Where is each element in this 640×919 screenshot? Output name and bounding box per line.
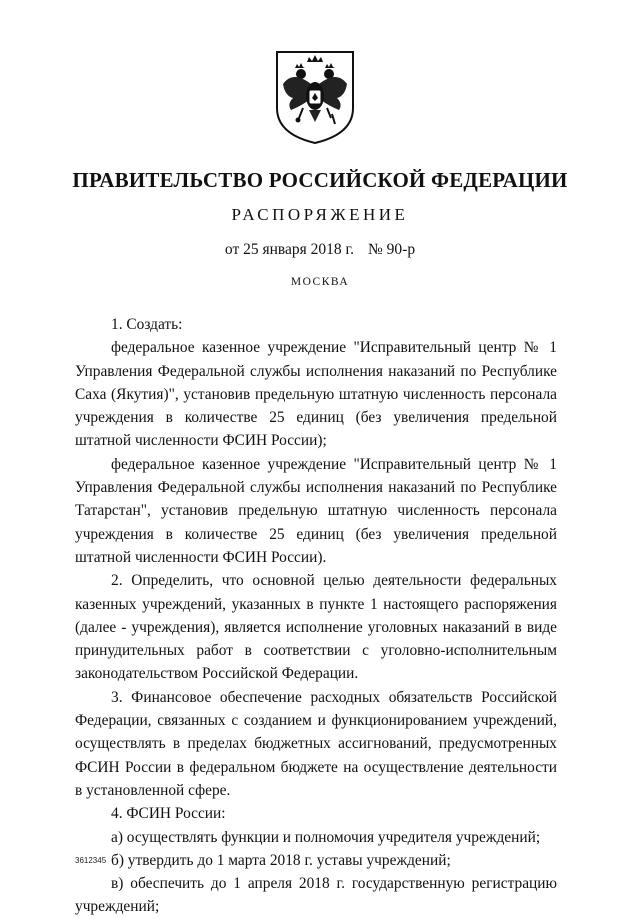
footer-code: 3612345 [75, 856, 107, 865]
paragraph: в) обеспечить до 1 апреля 2018 г. государственную регистрацию учреждений; [75, 875, 557, 916]
paragraph: 2. Определить, что основной целью деятельности федеральных казенных учреждений, указанных в пункте 1 настоящего распоряжения (далее - учреждения), является исполнение уголовных наказаний в виде принудительных работ в соответствии с уголовно-исполнительным законодательством Российской Федерации. [75, 572, 557, 683]
document-type: РАСПОРЯЖЕНИЕ [231, 205, 409, 224]
document-date-line [0, 241, 640, 259]
document-body [75, 313, 557, 919]
document-date: от 25 января 2018 г. [224, 241, 355, 258]
government-title: ПРАВИТЕЛЬСТВО РОССИЙСКОЙ ФЕДЕРАЦИИ [72, 168, 568, 192]
document-city: МОСКВА [290, 276, 350, 288]
coat-of-arms-icon [271, 48, 359, 146]
paragraph: 3. Финансовое обеспечение расходных обязательств Российской Федерации, связанных с созданием и функционированием учреждений, осуществлять в пределах бюджетных ассигнований, предусмотренных ФСИН России в федеральном бюджете на осуществление деятельности в установленной сфере. [75, 688, 557, 799]
paragraph: б) утвердить до 1 марта 2018 г. уставы учреждений; [111, 851, 451, 869]
paragraph: федеральное казенное учреждение "Исправительный центр № 1 Управления Федеральной службы исполнения наказаний по Республике Татарстан", установив предельную штатную численность персонала учреждения в количестве 25 единиц (без увеличения предельной штатной численности ФСИН России). [75, 455, 557, 566]
paragraph: 1. Создать: [111, 316, 183, 333]
document-number: № 90-р [368, 241, 416, 258]
paragraph: федеральное казенное учреждение "Исправительный центр № 1 Управления Федеральной службы исполнения наказаний по Республике Саха (Якутия)", установив предельную штатную численность персонала учреждения в количестве 25 единиц (без увеличения предельной штатной численности ФСИН России); [75, 339, 557, 450]
paragraph: 4. ФСИН России: [111, 805, 226, 823]
paragraph: а) осуществлять функции и полномочия учредителя учреждений; [111, 828, 541, 846]
